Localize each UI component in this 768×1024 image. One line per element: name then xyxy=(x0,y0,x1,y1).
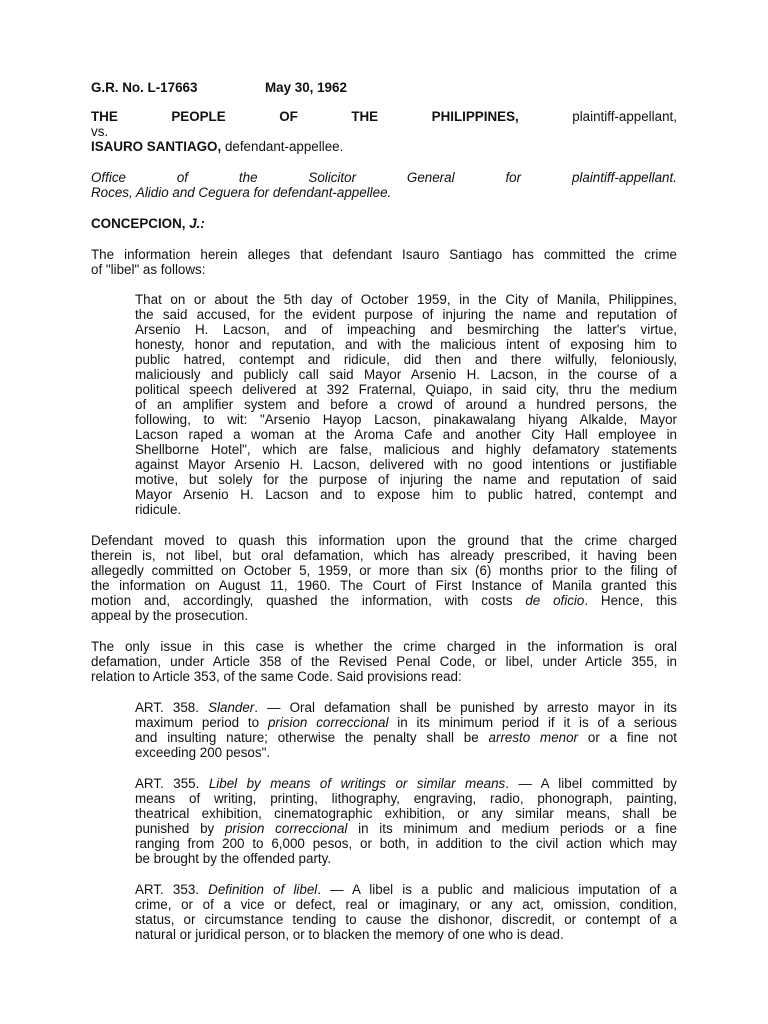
information-quote-line: That on or about the 5th day of October 1959, in the City of Manila, Philippines, xyxy=(135,292,677,307)
plaintiff-word: THE xyxy=(91,109,118,124)
art353-text: ART. 353. xyxy=(135,882,209,897)
information-quote-line: political speech delivered at 392 Fraternal, Quiapo, in said city, thru the medium xyxy=(135,382,677,397)
information-quote-line: following, to wit: "Arsenio Hayop Lacson, pinakawalang hiyang Alkalde, Mayor xyxy=(135,412,677,427)
art358-text: and insulting nature; otherwise the penalty shall be xyxy=(135,730,489,745)
counsel-word: Solicitor xyxy=(308,170,357,185)
information-quote-line: honesty, honor and reputation, and with the malicious intent of exposing him to xyxy=(135,337,677,352)
information-quote-line: Mayor Arsenio H. Lacson and to expose him to public hatred, contempt and xyxy=(135,487,677,502)
counsel-line-1 xyxy=(91,170,677,185)
issue-paragraph-line: relation to Article 353, of the same Code. Said provisions read: xyxy=(91,669,462,684)
art358-line xyxy=(135,730,677,745)
quash-paragraph-line xyxy=(91,593,677,608)
intro-line: of "libel" as follows: xyxy=(91,262,206,277)
counsel-word: the xyxy=(238,170,258,185)
art355-text: ART. 355. xyxy=(135,776,209,791)
art355-line xyxy=(135,776,677,791)
art358-text: maximum period to xyxy=(135,715,268,730)
art355-italic: prision correccional xyxy=(224,821,348,836)
counsel-line-2: Roces, Alidio and Ceguera for defendant-appellee. xyxy=(91,185,392,200)
art355-text: . — A libel committed by xyxy=(505,776,678,791)
art358-line xyxy=(135,700,677,715)
art358-text: ART. 358. xyxy=(135,700,209,715)
plaintiff-word: THE xyxy=(351,109,379,124)
information-quote-line: Lacson raped a woman at the Aroma Cafe and another City Hall employee in xyxy=(135,427,677,442)
plaintiff-word: PEOPLE xyxy=(171,109,226,124)
information-quote-line: Arsenio H. Lacson, and of impeaching and besmirching the latter's virtue, xyxy=(135,322,677,337)
art355-text: punished by xyxy=(135,821,225,836)
plaintiff-word: PHILIPPINES, xyxy=(431,109,519,124)
art355-line: theatrical exhibition, cinematographic exhibition, or any similar means, shall be xyxy=(135,806,677,821)
plaintiff-word: OF xyxy=(279,109,298,124)
art358-italic: arresto menor xyxy=(488,730,579,745)
information-quote-line: Shellborne Hotel", which are false, malicious and highly defamatory statements xyxy=(135,442,677,457)
information-quote-line: public hatred, contempt and ridicule, did then and there wilfully, feloniously, xyxy=(135,352,677,367)
counsel-word: Office xyxy=(91,170,126,185)
art355-line: be brought by the offended party. xyxy=(135,851,332,866)
art353-line: natural or juridical person, or to blacken the memory of one who is dead. xyxy=(135,927,564,942)
quash-paragraph-line: Defendant moved to quash this information upon the ground that the crime charged xyxy=(91,533,677,548)
defendant-role: defendant-appellee. xyxy=(224,139,344,154)
parties-defendant-line xyxy=(91,139,677,154)
versus: vs. xyxy=(91,124,109,139)
intro-line: The information herein alleges that defendant Isauro Santiago has committed the crime xyxy=(91,247,677,262)
counsel-word: plaintiff-appellant. xyxy=(571,170,677,185)
defendant-name: ISAURO SANTIAGO, xyxy=(91,139,222,154)
decision-date: May 30, 1962 xyxy=(265,80,347,95)
ponente-name: CONCEPCION, xyxy=(91,216,186,231)
art358-text: or a fine not xyxy=(578,730,677,745)
counsel-word: for xyxy=(505,170,522,185)
art358-line: exceeding 200 pesos". xyxy=(135,745,271,760)
art358-italic: prision correccional xyxy=(267,715,389,730)
art353-text: . — A libel is a public and malicious imputation of a xyxy=(317,882,677,897)
quash-paragraph-line: therein is, not libel, but oral defamation, which has already prescribed, it having been xyxy=(91,548,677,563)
case-number: G.R. No. L-17663 xyxy=(91,80,198,95)
quash-paragraph-line: appeal by the prosecution. xyxy=(91,608,249,623)
information-quote-line: maliciously and publicly call said Mayor Arsenio H. Lacson, in the course of a xyxy=(135,367,677,382)
art358-text: . — Oral defamation shall be punished by arresto mayor in its xyxy=(254,700,677,715)
information-quote-line: motive, but solely for the purpose of injuring the name and reputation of said xyxy=(135,472,677,487)
information-quote-line: ridicule. xyxy=(135,502,182,517)
parties-plaintiff-line xyxy=(91,109,677,124)
issue-paragraph-line: The only issue in this case is whether the crime charged in the information is oral xyxy=(91,639,677,654)
quash-text: . Hence, this xyxy=(584,593,677,608)
art353-title: Definition of libel xyxy=(208,882,318,897)
information-quote-line: the said accused, for the evident purpose of injuring the name and reputation of xyxy=(135,307,677,322)
plaintiff-role: plaintiff-appellant, xyxy=(572,109,677,124)
quash-paragraph-line: allegedly committed on October 5, 1959, or more than six (6) months prior to the filing of xyxy=(91,563,677,578)
art355-text: in its minimum and medium periods or a fine xyxy=(347,821,678,836)
art355-title: Libel by means of writings or similar means xyxy=(208,776,506,791)
counsel-word: General xyxy=(406,170,455,185)
art358-title: Slander xyxy=(208,700,255,715)
issue-paragraph-line: defamation, under Article 358 of the Revised Penal Code, or libel, under Article 355, in xyxy=(91,654,677,669)
art355-line xyxy=(135,821,677,836)
ponente-suffix: J.: xyxy=(189,216,205,231)
information-quote-line: against Mayor Arsenio H. Lacson, delivered with no good intentions or justifiable xyxy=(135,457,677,472)
ponente xyxy=(91,216,677,231)
quash-text: motion and, accordingly, quashed the information, with costs xyxy=(91,593,526,608)
art355-line: means of writing, printing, lithography, engraving, radio, phonograph, painting, xyxy=(135,791,677,806)
art358-line xyxy=(135,715,677,730)
art358-text: in its minimum period if it is of a serious xyxy=(388,715,677,730)
information-quote-line: of an amplifier system and before a crowd of around a hundred persons, the xyxy=(135,397,677,412)
art353-line xyxy=(135,882,677,897)
art355-line: ranging from 200 to 6,000 pesos, or both, in addition to the civil action which may xyxy=(135,836,677,851)
counsel-word: of xyxy=(176,170,189,185)
quash-paragraph-line: the information on August 11, 1960. The Court of First Instance of Manila granted this xyxy=(91,578,677,593)
art353-line: status, or circumstance tending to cause the dishonor, discredit, or contempt of a xyxy=(135,912,677,927)
quash-text-italic: de oficio xyxy=(525,593,585,608)
art353-line: crime, or of a vice or defect, real or imaginary, or any act, omission, condition, xyxy=(135,897,677,912)
